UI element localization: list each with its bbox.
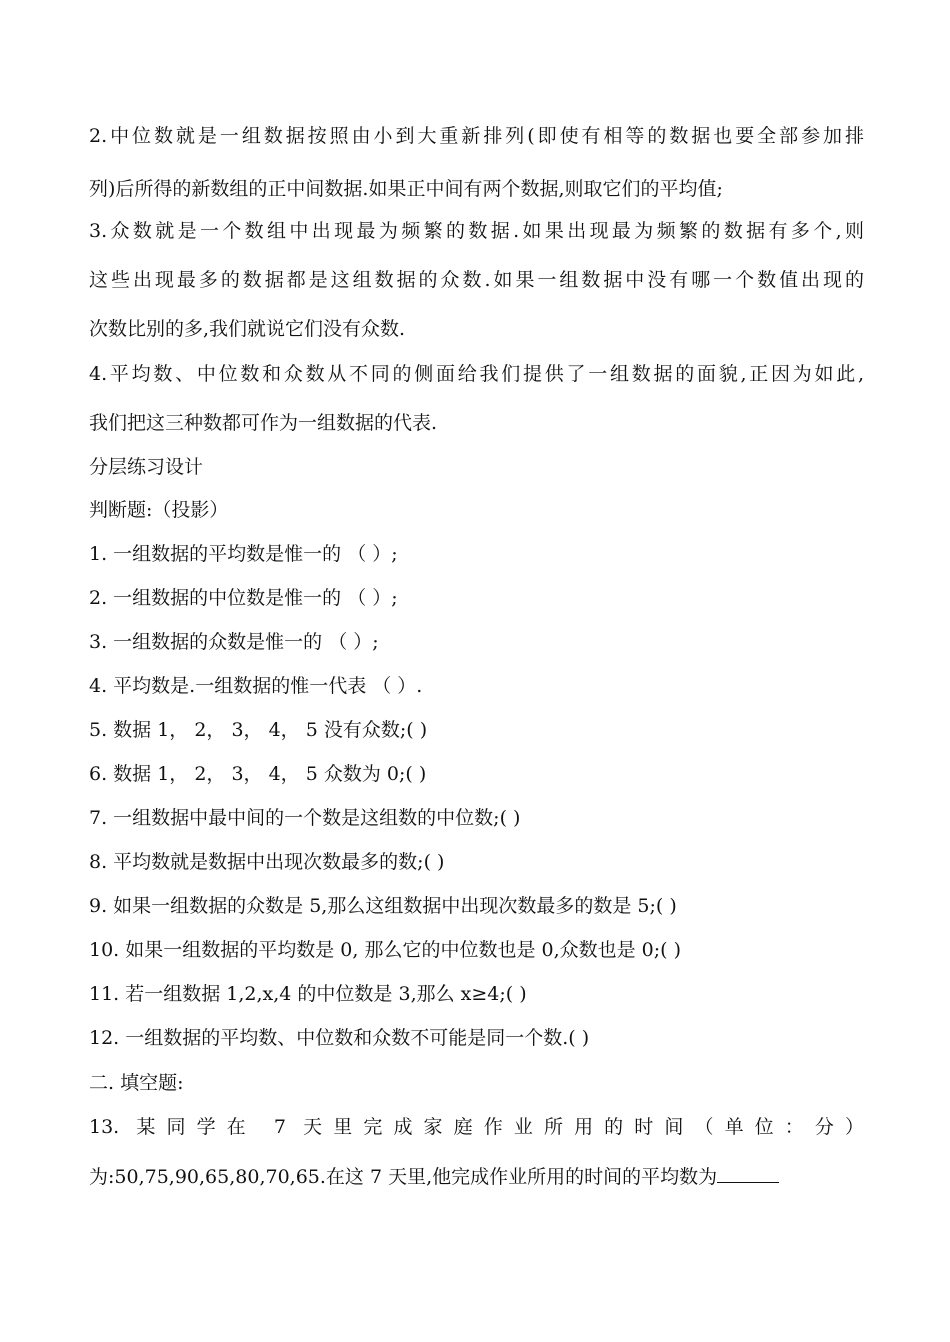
judge-heading: 判断题:（投影） — [89, 499, 229, 521]
judge-item-2: 2. 一组数据的中位数是惟一的 （ ）; — [89, 587, 398, 609]
question-13-text: 为:50,75,90,65,80,70,65.在这 7 天里,他完成作业所用的时间的平均数为 — [89, 1166, 718, 1188]
paragraph-2-line-1: 2.中位数就是一组数据按照由小到大重新排列(即使有相等的数据也要全部参加排 — [89, 125, 864, 147]
judge-item-7: 7. 一组数据中最中间的一个数是这组数的中位数;( ) — [89, 807, 521, 829]
question-13-line-1: 13. 某同学在 7 天里完成家庭作业所用的时间（单位：分） — [89, 1116, 864, 1138]
section-title: 分层练习设计 — [89, 456, 204, 478]
answer-blank — [717, 1162, 779, 1183]
paragraph-3-line-3: 次数比别的多,我们就说它们没有众数. — [89, 318, 406, 340]
judge-item-12: 12. 一组数据的平均数、中位数和众数不可能是同一个数.( ) — [89, 1027, 590, 1049]
paragraph-2-line-2: 列)后所得的新数组的正中间数据.如果正中间有两个数据,则取它们的平均值; — [89, 178, 723, 200]
question-13-line-2 — [89, 1162, 864, 1190]
paragraph-4-line-1: 4.平均数、中位数和众数从不同的侧面给我们提供了一组数据的面貌,正因为如此, — [89, 363, 864, 385]
judge-item-11: 11. 若一组数据 1,2,x,4 的中位数是 3,那么 x≥4;( ) — [89, 983, 527, 1005]
judge-item-8: 8. 平均数就是数据中出现次数最多的数;( ) — [89, 851, 445, 873]
judge-item-4: 4. 平均数是.一组数据的惟一代表 （ ）. — [89, 675, 423, 697]
fill-heading: 二. 填空题: — [89, 1072, 184, 1094]
judge-item-1: 1. 一组数据的平均数是惟一的 （ ）; — [89, 543, 398, 565]
judge-item-6: 6. 数据 1， 2， 3， 4， 5 众数为 0;( ) — [89, 763, 427, 785]
judge-item-10: 10. 如果一组数据的平均数是 0, 那么它的中位数也是 0,众数也是 0;( ) — [89, 939, 682, 961]
judge-item-9: 9. 如果一组数据的众数是 5,那么这组数据中出现次数最多的数是 5;( ) — [89, 895, 677, 917]
judge-item-3: 3. 一组数据的众数是惟一的 （ ）; — [89, 631, 379, 653]
judge-item-5: 5. 数据 1， 2， 3， 4， 5 没有众数;( ) — [89, 719, 428, 741]
paragraph-4-line-2: 我们把这三种数都可作为一组数据的代表. — [89, 412, 438, 434]
paragraph-3-line-2: 这些出现最多的数据都是这组数据的众数.如果一组数据中没有哪一个数值出现的 — [89, 269, 864, 291]
paragraph-3-line-1: 3.众数就是一个数组中出现最为频繁的数据.如果出现最为频繁的数据有多个,则 — [89, 220, 864, 242]
